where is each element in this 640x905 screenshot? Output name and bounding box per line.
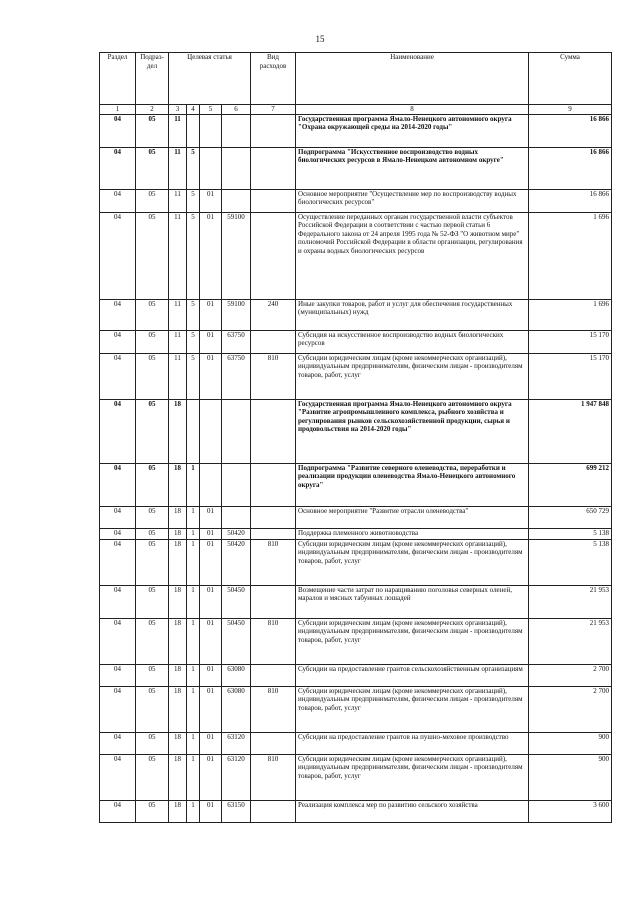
cell-subprogram: 1 [187,664,200,686]
cell-subprogram: 5 [187,330,200,353]
cell-event: 01 [200,585,222,618]
cell-vid [251,506,296,528]
cell-vid [251,399,296,463]
cell-razdel: 04 [100,330,136,353]
cell-vid [251,664,296,686]
cell-vid [251,189,296,212]
cell-event: 01 [200,686,222,732]
cell-subprogram [187,114,200,147]
cell-sum: 15 170 [529,353,612,399]
cell-vid: 810 [251,754,296,800]
cell-name: Субсидии юридическим лицам (кроме некоммерческих организаций), индивидуальным предпринимателям, физическим лицам - производителям товаров, работ, услуг [296,686,529,732]
cell-subprogram: 1 [187,585,200,618]
table-row [100,463,612,506]
cell-vid [251,114,296,147]
cell-program: 18 [169,618,187,664]
cell-name: Подпрограмма "Искусственное воспроизводство водных биологических ресурсов в Ямало-Ненецком автономном округе" [296,147,529,189]
column-number-row [100,105,612,115]
cell-direction [222,399,251,463]
cell-razdel: 04 [100,299,136,330]
cell-program: 18 [169,585,187,618]
cell-sum: 5 138 [529,528,612,539]
cell-name: Субсидии на предоставление грантов на пушно-меховое производство [296,732,529,754]
col-number: 3 [169,105,187,115]
cell-razdel: 04 [100,212,136,299]
cell-podrazdel: 05 [136,539,169,585]
cell-event [200,463,222,506]
cell-sum: 2 700 [529,664,612,686]
table-row [100,664,612,686]
col-number: 7 [251,105,296,115]
cell-sum: 1 696 [529,299,612,330]
cell-razdel: 04 [100,732,136,754]
cell-direction: 59100 [222,299,251,330]
cell-subprogram: 1 [187,732,200,754]
col-number: 2 [136,105,169,115]
table-row [100,189,612,212]
cell-event: 01 [200,754,222,800]
cell-vid [251,732,296,754]
header-row [100,53,612,105]
cell-name: Субсидии юридическим лицам (кроме некоммерческих организаций), индивидуальным предпринимателям, физическим лицам - производителям товаров, работ, услуг [296,353,529,399]
cell-podrazdel: 05 [136,212,169,299]
cell-event [200,114,222,147]
cell-direction: 50450 [222,618,251,664]
cell-direction: 63120 [222,732,251,754]
cell-direction: 63750 [222,330,251,353]
cell-event: 01 [200,528,222,539]
table-row [100,299,612,330]
cell-podrazdel: 05 [136,299,169,330]
cell-event: 01 [200,212,222,299]
cell-razdel: 04 [100,528,136,539]
cell-vid: 810 [251,539,296,585]
col-number: 8 [296,105,529,115]
cell-sum: 3 600 [529,800,612,822]
cell-vid: 810 [251,353,296,399]
cell-vid: 810 [251,686,296,732]
cell-program: 11 [169,147,187,189]
table-row [100,539,612,585]
col-number: 6 [222,105,251,115]
table-row [100,399,612,463]
cell-sum: 21 953 [529,618,612,664]
cell-event: 01 [200,539,222,585]
table-row [100,506,612,528]
cell-subprogram: 5 [187,299,200,330]
cell-sum: 699 212 [529,463,612,506]
cell-podrazdel: 05 [136,353,169,399]
header-name: Наименование [296,53,529,105]
cell-name: Субсидии юридическим лицам (кроме некоммерческих организаций), индивидуальным предпринимателям, физическим лицам - производителям товаров, работ, услуг [296,539,529,585]
cell-vid: 240 [251,299,296,330]
cell-program: 18 [169,399,187,463]
cell-podrazdel: 05 [136,147,169,189]
col-number: 1 [100,105,136,115]
cell-event: 01 [200,732,222,754]
cell-subprogram: 1 [187,539,200,585]
cell-program: 11 [169,114,187,147]
cell-razdel: 04 [100,147,136,189]
cell-podrazdel: 05 [136,585,169,618]
header-sum: Сумма [529,53,612,105]
cell-subprogram: 1 [187,800,200,822]
table-row [100,353,612,399]
cell-name: Основное мероприятие "Развитие отрасли оленеводства" [296,506,529,528]
cell-program: 18 [169,506,187,528]
cell-event: 01 [200,353,222,399]
cell-vid: 810 [251,618,296,664]
cell-sum: 1 947 848 [529,399,612,463]
cell-razdel: 04 [100,585,136,618]
cell-event [200,399,222,463]
cell-direction: 50450 [222,585,251,618]
cell-podrazdel: 05 [136,463,169,506]
cell-name: Субсидии юридическим лицам (кроме некоммерческих организаций), индивидуальным предпринимателям, физическим лицам - производителям товаров, работ, услуг [296,618,529,664]
cell-subprogram: 1 [187,528,200,539]
cell-razdel: 04 [100,506,136,528]
cell-direction [222,147,251,189]
cell-program: 18 [169,754,187,800]
cell-event: 01 [200,189,222,212]
cell-razdel: 04 [100,463,136,506]
cell-name: Основное мероприятие "Осуществление мер по воспроизводству водных биологических ресурсов" [296,189,529,212]
cell-name: Осуществление переданных органам государственной власти субъектов Российской Федерации в соответствии с частью первой статьи 6 Федерального закона от 24 апреля 1995 года № 52-ФЗ "О животном мире" полномочий Российской Федерации в области организации, регулирования и охраны водных биологических ресурсов [296,212,529,299]
header-target: Целевая статья [169,53,251,105]
cell-program: 18 [169,463,187,506]
cell-direction: 50420 [222,539,251,585]
cell-sum: 650 729 [529,506,612,528]
table-row [100,330,612,353]
cell-subprogram: 5 [187,189,200,212]
cell-program: 11 [169,299,187,330]
table-row [100,754,612,800]
cell-event: 01 [200,299,222,330]
cell-name: Субсидии юридическим лицам (кроме некоммерческих организаций), индивидуальным предпринимателям, физическим лицам - производителям товаров, работ, услуг [296,754,529,800]
cell-direction: 50420 [222,528,251,539]
cell-event [200,147,222,189]
cell-subprogram: 5 [187,353,200,399]
cell-subprogram: 1 [187,463,200,506]
cell-subprogram: 5 [187,212,200,299]
cell-event: 01 [200,618,222,664]
cell-podrazdel: 05 [136,399,169,463]
cell-program: 18 [169,528,187,539]
cell-vid [251,463,296,506]
cell-event: 01 [200,506,222,528]
cell-razdel: 04 [100,353,136,399]
cell-name: Государственная программа Ямало-Ненецкого автономного округа "Охрана окружающей среды на 2014-2020 годы" [296,114,529,147]
header-podrazdel: Подраз-дел [136,53,169,105]
cell-podrazdel: 05 [136,189,169,212]
cell-razdel: 04 [100,664,136,686]
table-row [100,732,612,754]
cell-direction: 63150 [222,800,251,822]
cell-podrazdel: 05 [136,732,169,754]
table-row [100,212,612,299]
cell-direction: 59100 [222,212,251,299]
cell-podrazdel: 05 [136,528,169,539]
cell-podrazdel: 05 [136,506,169,528]
table-row [100,528,612,539]
cell-razdel: 04 [100,686,136,732]
cell-razdel: 04 [100,189,136,212]
cell-subprogram: 1 [187,618,200,664]
cell-name: Поддержка племенного животноводства [296,528,529,539]
cell-event: 01 [200,664,222,686]
cell-program: 11 [169,212,187,299]
cell-subprogram: 1 [187,754,200,800]
cell-sum: 900 [529,754,612,800]
col-number: 9 [529,105,612,115]
col-number: 4 [187,105,200,115]
table-body [100,114,612,822]
cell-direction [222,114,251,147]
cell-subprogram [187,399,200,463]
cell-vid [251,800,296,822]
cell-razdel: 04 [100,399,136,463]
cell-sum: 5 138 [529,539,612,585]
table-row [100,114,612,147]
cell-program: 18 [169,732,187,754]
cell-razdel: 04 [100,114,136,147]
cell-program: 11 [169,353,187,399]
header-vid: Вид расходов [251,53,296,105]
budget-table [99,52,612,823]
cell-sum: 16 866 [529,147,612,189]
table-row [100,585,612,618]
cell-vid [251,147,296,189]
cell-podrazdel: 05 [136,114,169,147]
cell-name: Реализация комплекса мер по развитию сельского хозяйства [296,800,529,822]
cell-razdel: 04 [100,754,136,800]
cell-event: 01 [200,330,222,353]
cell-direction: 63080 [222,664,251,686]
cell-direction: 63120 [222,754,251,800]
cell-event: 01 [200,800,222,822]
cell-direction: 63750 [222,353,251,399]
cell-program: 18 [169,539,187,585]
cell-podrazdel: 05 [136,800,169,822]
cell-sum: 16 866 [529,189,612,212]
cell-program: 18 [169,664,187,686]
cell-subprogram: 1 [187,686,200,732]
cell-podrazdel: 05 [136,754,169,800]
cell-sum: 1 696 [529,212,612,299]
cell-direction [222,506,251,528]
cell-subprogram: 5 [187,147,200,189]
cell-sum: 2 700 [529,686,612,732]
cell-vid [251,330,296,353]
cell-name: Подпрограмма "Развитие северного оленеводства, переработки и реализации продукции оленеводства Ямало-Ненецкого автономного округа" [296,463,529,506]
cell-podrazdel: 05 [136,618,169,664]
cell-sum: 900 [529,732,612,754]
header-razdel: Раздел [100,53,136,105]
cell-program: 18 [169,800,187,822]
cell-podrazdel: 05 [136,330,169,353]
cell-razdel: 04 [100,618,136,664]
cell-direction [222,463,251,506]
cell-name: Субсидия на искусственное воспроизводство водных биологических ресурсов [296,330,529,353]
cell-subprogram: 1 [187,506,200,528]
cell-razdel: 04 [100,800,136,822]
cell-sum: 15 170 [529,330,612,353]
cell-program: 11 [169,330,187,353]
cell-vid [251,585,296,618]
cell-podrazdel: 05 [136,686,169,732]
cell-program: 18 [169,686,187,732]
cell-direction [222,189,251,212]
cell-vid [251,212,296,299]
table-row [100,686,612,732]
cell-direction: 63080 [222,686,251,732]
cell-sum: 16 866 [529,114,612,147]
cell-razdel: 04 [100,539,136,585]
table-row [100,618,612,664]
page-number: 15 [315,34,325,44]
cell-name: Государственная программа Ямало-Ненецкого автономного округа "Развитие агропромышленного комплекса, рыбного хозяйства и регулирования рынков сельскохозяйственной продукции, сырья и продовольствия на 2014-2020 годы" [296,399,529,463]
cell-name: Возмещение части затрат по наращиванию поголовья северных оленей, маралов и мясных табунных лошадей [296,585,529,618]
table-row [100,147,612,189]
cell-vid [251,528,296,539]
cell-podrazdel: 05 [136,664,169,686]
cell-sum: 21 953 [529,585,612,618]
table-row [100,800,612,822]
cell-name: Субсидии на предоставление грантов сельскохозяйственным организациям [296,664,529,686]
cell-program: 11 [169,189,187,212]
cell-name: Иные закупки товаров, работ и услуг для обеспечения государственных (муниципальных) нужд [296,299,529,330]
col-number: 5 [200,105,222,115]
